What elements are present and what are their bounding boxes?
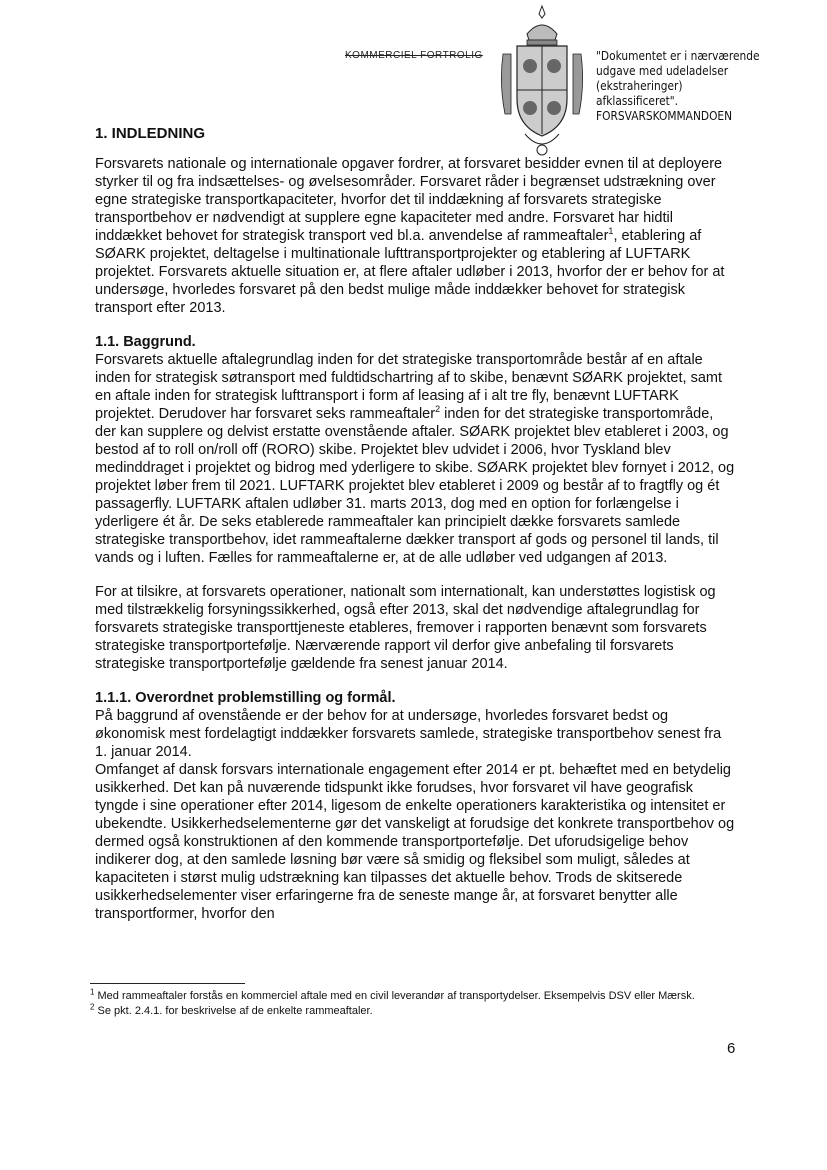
section-1-1-1-paragraph-1: På baggrund af ovenstående er der behov for at undersøge, hvorledes forsvaret bedst og økonomisk mest fordelagtigt inddækker forsvarets samlede, strategiske transportbehov senest fra 1. januar 2014.	[95, 708, 722, 760]
section-1-1-heading: 1.1. Baggrund.	[95, 334, 196, 350]
footnote-ref-2: 2	[435, 404, 441, 415]
section-1-1-paragraph-1: Forsvarets aktuelle aftalegrundlag inden for det strategiske transportområde består af en aftale inden for strategisk søtransport med fuldtidschartring af to skibe, benævnt SØARK projektet, samt en aftale inden for strategisk lufttransport i form af leasing af i alt tre fly, benævnt LUFTARK projektet. Derudover har forsvaret seks rammeaftaler$^2$ inden for det strategiske transportområde, der kan supplere og delvist erstatte ovenstående aftaler. SØARK projektet blev etableret i 2003, og bestod af to roll on/roll off (RORO) skibe. Projektet blev udvidet i 2006, hvor Tyskland blev medinddraget i projektet og bidrog med yderligere to skibe. SØARK projektet blev fornyet i 2012, og projektet løber frem til 2021. LUFTARK projektet blev etableret i 2009 og består af to fragtfly og ét passagerfly. LUFTARK aftalen udløber 31. marts 2013, dog med en option for forlængelse i yderligere ét år. De seks etablerede rammeaftaler kan principielt dække forsvarets samlede strategiske transportbehov, idet rammeaftalerne dækker transport af gods og personel til lands, til vands og i luften. Fælles for rammeaftalerne er, at de alle udløber ved udgangen af 2013.	[95, 352, 735, 566]
authority-name: FORSVARSKOMMANDOEN	[596, 108, 733, 123]
footnote-ref-1: 1	[608, 226, 614, 237]
footnote-2: $^2$ Se pkt. 2.4.1. for beskrivelse af de enkelte rammeaftaler.	[90, 1002, 373, 1017]
section-1-1-1-paragraph-2: Omfanget af dansk forsvars internationale engagement efter 2014 er pt. behæftet med en betydelig usikkerhed. Det kan på nuværende tidspunkt ikke forudses, hvor forsvaret vil have geografisk tyngde i sine operationer efter 2014, ligesom de enkelte operationers karakteristika og intensitet er ubekendte. Usikkerhedselementerne gør det vanskeligt at forudsige det konkrete transportbehov og dermed også konstruktionen af den kommende transportportefølje. Det uforudsigelige behov indikerer dog, at den samlede løsning bør være så smidig og fleksibel som muligt, således at kapaciteten i størst mulig udstrækning kan tilpasses det aktuelle behov. Trods de skitserede usikkerhedselementer viser erfaringerne fra de seneste mange år, at forsvaret benytter alle transportformer, hvorfor den	[95, 762, 735, 922]
footnote-divider	[90, 983, 245, 984]
section-1-heading: 1. INDLEDNING	[95, 125, 206, 142]
footnote-1: $^1$ Med rammeaftaler forstås en kommerciel aftale med en civil leverandør af transportydelser. Eksempelvis DSV eller Mærsk.	[90, 987, 695, 1002]
document-body	[95, 125, 735, 923]
section-1-1-paragraph-2: For at tilsikre, at forsvarets operationer, nationalt som internationalt, kan understøttes logistisk og med tilstrækkelig forsyningssikkerhed, også efter 2013, skal det nødvendige aftalegrundlag for forsvarets strategiske transporttjeneste etableres, fremover i rapporten benævnt som forsvarets strategiske transportportefølje. Nærværende rapport vil derfor give anbefaling til forsvarets strategiske transportportefølje gældende fra senest januar 2014.	[95, 584, 716, 672]
section-1-paragraph: Forsvarets nationale og internationale opgaver fordrer, at forsvaret besidder evnen til at deployere styrker til og fra indsættelses- og øvelsesområder. Forsvaret råder i begrænset udstrækning over egne strategiske transportkapaciteter, hvorfor det til inddækning af forsvarets strategiske transportbehov er nødvendigt at supplere egne kapaciteter med andre. Forsvaret har hidtil inddækket behovet for strategisk transport ved bl.a. anvendelse af rammeaftaler$^1$, etablering af SØARK projektet, deltagelse i multinationale lufttransportprojekter og etablering af LUFTARK projektet. Forsvarets aktuelle situation er, at flere aftaler udløber i 2013, hvorfor der er behov for at undersøge, hvorledes forsvaret på den bedst mulige måde inddækker behovet for strategisk transport efter 2013.	[95, 156, 725, 316]
declassification-note	[596, 48, 766, 123]
classification-marking: KOMMERCIEL FORTROLIG	[345, 50, 483, 61]
declassification-text: "Dokumentet er i nærværende udgave med udeladelser (ekstraheringer) afklassificeret".	[596, 48, 760, 108]
page-number: 6	[727, 1040, 736, 1057]
footnotes	[90, 983, 750, 1020]
section-1-1-1-heading: 1.1.1. Overordnet problemstilling og formål.	[95, 690, 396, 706]
